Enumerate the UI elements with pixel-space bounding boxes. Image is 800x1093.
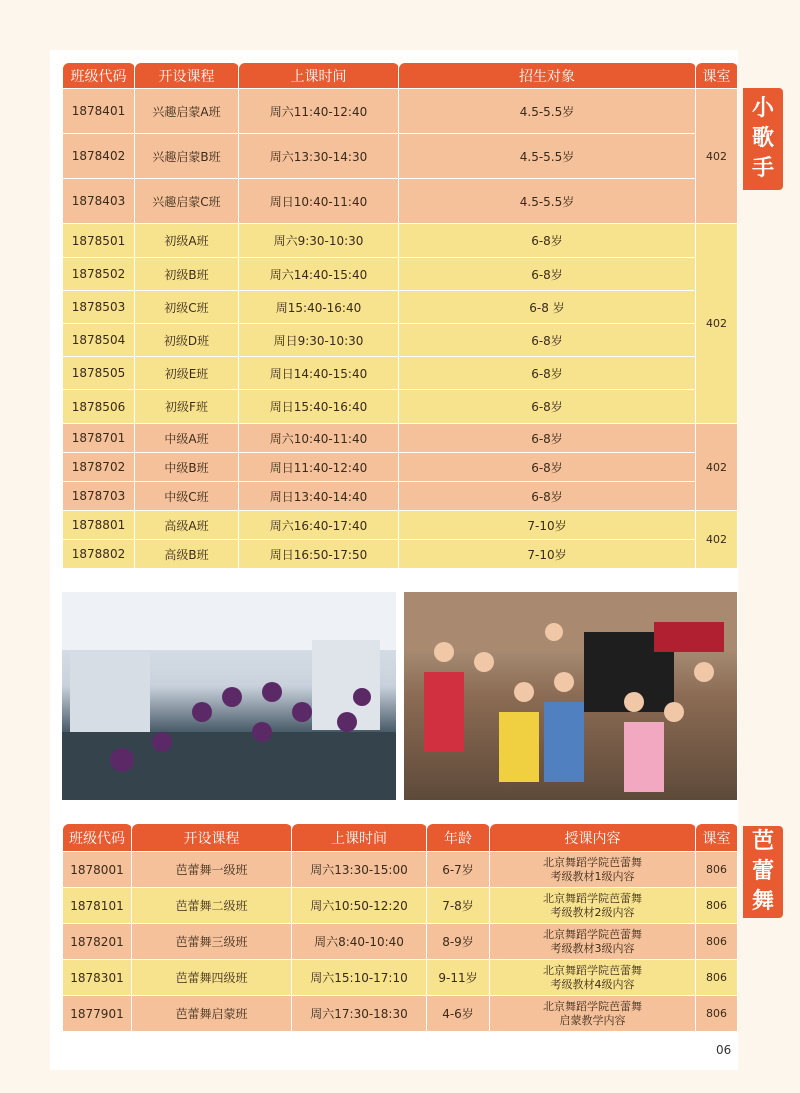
table-row xyxy=(63,89,738,134)
course-name: 兴趣启蒙C班 xyxy=(135,179,239,224)
course-content xyxy=(490,924,696,960)
class-time: 周日10:40-11:40 xyxy=(239,179,399,224)
table-row xyxy=(63,324,738,357)
section-tab-ballet xyxy=(743,826,783,918)
content-line: 北京舞蹈学院芭蕾舞 xyxy=(543,927,642,941)
course-name: 中级A班 xyxy=(135,424,239,453)
class-time: 周六10:40-11:40 xyxy=(239,424,399,453)
header-content: 授课内容 xyxy=(490,824,696,852)
table-row xyxy=(63,996,738,1032)
class-time: 周六11:40-12:40 xyxy=(239,89,399,134)
class-code: 1878201 xyxy=(63,924,132,960)
content-line: 考级教材3级内容 xyxy=(550,941,635,955)
age-range: 7-8岁 xyxy=(427,888,490,924)
age-range: 4-6岁 xyxy=(427,996,490,1032)
content-line: 北京舞蹈学院芭蕾舞 xyxy=(543,891,642,905)
room-number: 806 xyxy=(696,852,738,888)
target-age: 6-8岁 xyxy=(399,424,696,453)
class-code: 1878501 xyxy=(63,224,135,258)
class-time: 周六8:40-10:40 xyxy=(292,924,427,960)
page-number: 06 xyxy=(716,1043,732,1057)
table-row xyxy=(63,960,738,996)
header-course: 开设课程 xyxy=(135,63,239,89)
class-code: 1878701 xyxy=(63,424,135,453)
header-time: 上课时间 xyxy=(239,63,399,89)
target-age: 7-10岁 xyxy=(399,540,696,569)
room-number: 402 xyxy=(696,424,738,511)
content-line: 北京舞蹈学院芭蕾舞 xyxy=(543,999,642,1013)
course-name: 高级B班 xyxy=(135,540,239,569)
singing-class-photo xyxy=(404,592,737,800)
table-row xyxy=(63,424,738,453)
age-range: 6-7岁 xyxy=(427,852,490,888)
table-row xyxy=(63,291,738,324)
course-name: 芭蕾舞四级班 xyxy=(132,960,292,996)
content-line: 北京舞蹈学院芭蕾舞 xyxy=(543,963,642,977)
content-line: 考级教材1级内容 xyxy=(550,869,635,883)
header-time: 上课时间 xyxy=(292,824,427,852)
table-row xyxy=(63,179,738,224)
table-row xyxy=(63,482,738,511)
class-time: 周六13:30-14:30 xyxy=(239,134,399,179)
table-row xyxy=(63,888,738,924)
course-content xyxy=(490,888,696,924)
class-code: 1878801 xyxy=(63,511,135,540)
class-time: 周六16:40-17:40 xyxy=(239,511,399,540)
ballet-class-photo xyxy=(62,592,396,800)
target-age: 6-8岁 xyxy=(399,324,696,357)
course-name: 芭蕾舞启蒙班 xyxy=(132,996,292,1032)
room-number: 402 xyxy=(696,89,738,224)
tab-char: 小 xyxy=(751,96,774,121)
course-content xyxy=(490,852,696,888)
tab-char: 芭 xyxy=(751,829,774,854)
room-number: 806 xyxy=(696,960,738,996)
target-age: 6-8 岁 xyxy=(399,291,696,324)
course-name: 初级B班 xyxy=(135,258,239,291)
table-row xyxy=(63,852,738,888)
class-time: 周六10:50-12:20 xyxy=(292,888,427,924)
class-time: 周六14:40-15:40 xyxy=(239,258,399,291)
class-time: 周日14:40-15:40 xyxy=(239,357,399,390)
course-name: 兴趣启蒙A班 xyxy=(135,89,239,134)
class-time: 周六17:30-18:30 xyxy=(292,996,427,1032)
class-schedule-table-2 xyxy=(62,823,738,1032)
course-name: 初级F班 xyxy=(135,390,239,424)
class-schedule-table-1 xyxy=(62,62,738,569)
class-time: 周日11:40-12:40 xyxy=(239,453,399,482)
table-row xyxy=(63,453,738,482)
age-range: 8-9岁 xyxy=(427,924,490,960)
age-range: 9-11岁 xyxy=(427,960,490,996)
target-age: 6-8岁 xyxy=(399,482,696,511)
class-code: 1878001 xyxy=(63,852,132,888)
header-room: 课室 xyxy=(696,63,738,89)
ballet-class-illustration xyxy=(62,592,396,800)
room-number: 402 xyxy=(696,511,738,569)
class-time: 周日9:30-10:30 xyxy=(239,324,399,357)
table-row xyxy=(63,924,738,960)
class-code: 1878802 xyxy=(63,540,135,569)
class-code: 1878502 xyxy=(63,258,135,291)
section-tab-little-singer xyxy=(743,88,783,190)
target-age: 4.5-5.5岁 xyxy=(399,89,696,134)
table-row xyxy=(63,134,738,179)
content-line: 考级教材2级内容 xyxy=(550,905,635,919)
course-name: 芭蕾舞一级班 xyxy=(132,852,292,888)
class-code: 1878504 xyxy=(63,324,135,357)
class-code: 1878506 xyxy=(63,390,135,424)
table-row xyxy=(63,224,738,258)
class-code: 1878301 xyxy=(63,960,132,996)
course-name: 高级A班 xyxy=(135,511,239,540)
target-age: 6-8岁 xyxy=(399,357,696,390)
target-age: 6-8岁 xyxy=(399,258,696,291)
course-name: 初级C班 xyxy=(135,291,239,324)
target-age: 4.5-5.5岁 xyxy=(399,179,696,224)
table-row xyxy=(63,357,738,390)
class-code: 1878101 xyxy=(63,888,132,924)
tab-char: 舞 xyxy=(751,889,774,914)
tab-char: 歌 xyxy=(751,126,774,151)
target-age: 6-8岁 xyxy=(399,453,696,482)
class-code: 1878401 xyxy=(63,89,135,134)
class-code: 1878703 xyxy=(63,482,135,511)
header-class-code: 班级代码 xyxy=(63,63,135,89)
class-code: 1878403 xyxy=(63,179,135,224)
table-row xyxy=(63,258,738,291)
room-number: 806 xyxy=(696,888,738,924)
content-line: 启蒙教学内容 xyxy=(559,1013,626,1027)
header-room: 课室 xyxy=(696,824,738,852)
header-age: 年龄 xyxy=(427,824,490,852)
course-name: 初级E班 xyxy=(135,357,239,390)
singing-class-illustration xyxy=(404,592,737,800)
target-age: 6-8岁 xyxy=(399,224,696,258)
table-row xyxy=(63,511,738,540)
header-target: 招生对象 xyxy=(399,63,696,89)
class-time: 周日13:40-14:40 xyxy=(239,482,399,511)
course-name: 中级C班 xyxy=(135,482,239,511)
room-number: 806 xyxy=(696,924,738,960)
target-age: 4.5-5.5岁 xyxy=(399,134,696,179)
course-name: 芭蕾舞二级班 xyxy=(132,888,292,924)
target-age: 7-10岁 xyxy=(399,511,696,540)
tab-char: 蕾 xyxy=(751,859,774,884)
header-course: 开设课程 xyxy=(132,824,292,852)
class-time: 周15:40-16:40 xyxy=(239,291,399,324)
class-time: 周日16:50-17:50 xyxy=(239,540,399,569)
target-age: 6-8岁 xyxy=(399,390,696,424)
class-code: 1878505 xyxy=(63,357,135,390)
course-name: 初级D班 xyxy=(135,324,239,357)
content-line: 考级教材4级内容 xyxy=(550,977,635,991)
course-name: 初级A班 xyxy=(135,224,239,258)
class-time: 周六15:10-17:10 xyxy=(292,960,427,996)
class-time: 周六13:30-15:00 xyxy=(292,852,427,888)
class-time: 周六9:30-10:30 xyxy=(239,224,399,258)
class-time: 周日15:40-16:40 xyxy=(239,390,399,424)
tab-char: 手 xyxy=(751,156,774,181)
header-class-code: 班级代码 xyxy=(63,824,132,852)
content-line: 北京舞蹈学院芭蕾舞 xyxy=(543,855,642,869)
course-name: 兴趣启蒙B班 xyxy=(135,134,239,179)
course-content xyxy=(490,996,696,1032)
room-number: 402 xyxy=(696,224,738,424)
class-code: 1877901 xyxy=(63,996,132,1032)
course-content xyxy=(490,960,696,996)
course-name: 芭蕾舞三级班 xyxy=(132,924,292,960)
room-number: 806 xyxy=(696,996,738,1032)
table-row xyxy=(63,390,738,424)
class-code: 1878702 xyxy=(63,453,135,482)
class-code: 1878402 xyxy=(63,134,135,179)
class-code: 1878503 xyxy=(63,291,135,324)
table-row xyxy=(63,540,738,569)
course-name: 中级B班 xyxy=(135,453,239,482)
